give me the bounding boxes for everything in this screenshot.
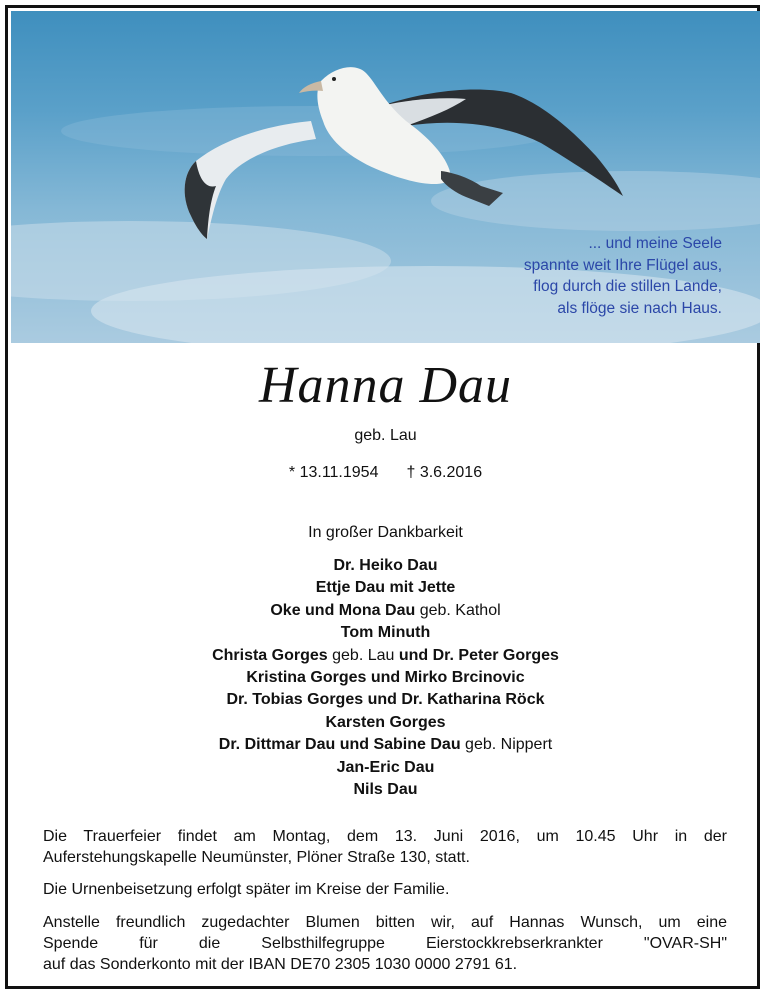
family-row: Tom Minuth: [340, 624, 431, 642]
donation-line: Spende für die Selbsthilfegruppe Eierstockkrebserkrankter "OVAR-SH": [43, 935, 727, 952]
family-row: Karsten Gorges: [325, 713, 446, 731]
family-row: Dr. Dittmar Dau und Sabine Dau geb. Nippert: [218, 736, 553, 754]
family-row: Christa Gorges geb. Lau und Dr. Peter Gorges: [212, 646, 559, 664]
poem-line: ... und meine Seele: [588, 235, 722, 252]
death-date: † 3.6.2016: [406, 464, 483, 481]
family-list: [0, 555, 771, 801]
thanks-line: In großer Dankbarkeit: [308, 524, 463, 541]
birth-date: * 13.11.1954: [288, 464, 379, 481]
donation-info: [43, 912, 727, 975]
family-row: Dr. Heiko Dau: [333, 557, 438, 574]
family-row: Oke und Mona Dau geb. Kathol: [270, 601, 501, 619]
albatross-photo: [11, 11, 760, 343]
birth-name: geb. Lau: [354, 427, 417, 444]
poem-line: flog durch die stillen Lande,: [533, 278, 722, 295]
family-row: Ettje Dau mit Jette: [315, 579, 456, 597]
donation-line: Anstelle freundlich zugedachter Blumen bitten wir, auf Hannas Wunsch, um eine: [43, 914, 727, 931]
family-row: Dr. Tobias Gorges und Dr. Katharina Röck: [226, 691, 545, 709]
donation-line: auf das Sonderkonto mit der IBAN DE70 2305 1030 0000 2791 61.: [43, 956, 518, 973]
funeral-info: [43, 826, 727, 868]
family-row: Kristina Gorges und Mirko Brcinovic: [246, 669, 525, 687]
poem-verse: [524, 233, 722, 319]
poem-line: als flöge sie nach Haus.: [557, 299, 722, 317]
family-row: Jan-Eric Dau: [336, 758, 435, 776]
urn-info: Die Urnenbeisetzung erfolgt später im Kreise der Familie.: [43, 881, 450, 898]
poem-line: spannte weit Ihre Flügel aus,: [523, 256, 722, 274]
funeral-line: Die Trauerfeier findet am Montag, dem 13. Juni 2016, um 10.45 Uhr in der: [43, 828, 727, 845]
funeral-line: Auferstehungskapelle Neumünster, Plöner Straße 130, statt.: [43, 849, 470, 866]
family-row: Nils Dau: [353, 781, 418, 799]
deceased-name: Hanna Dau: [258, 357, 513, 414]
life-dates: [0, 464, 771, 482]
